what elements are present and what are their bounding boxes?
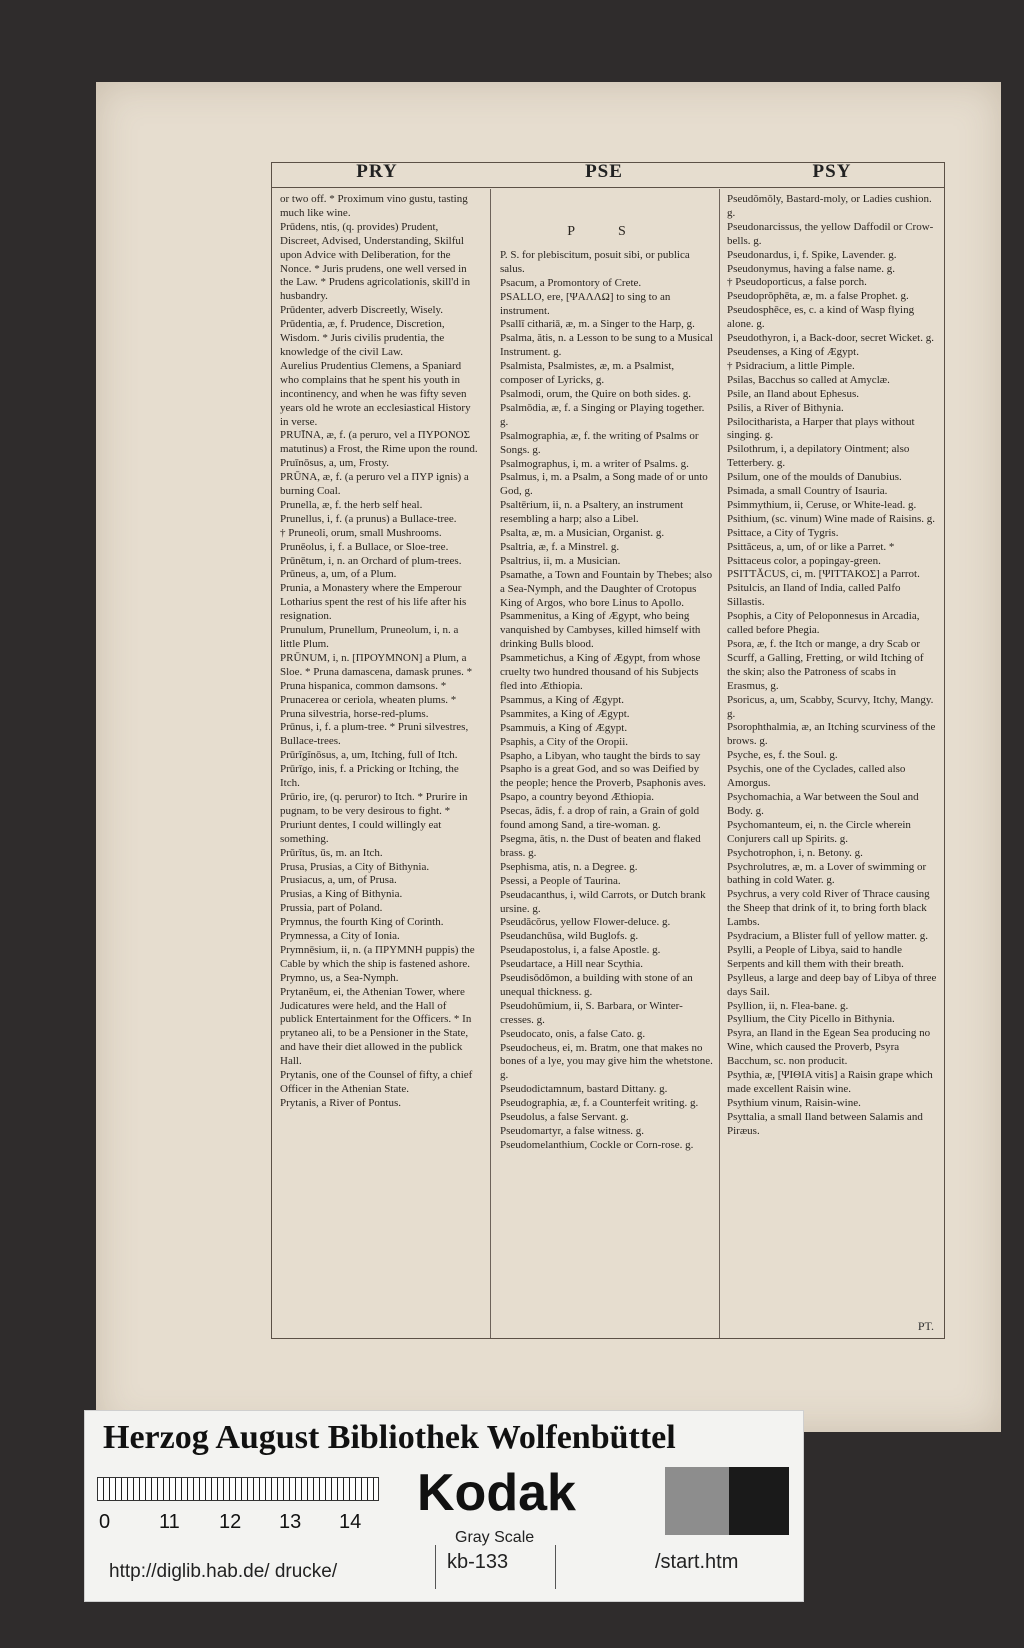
dictionary-entry: Prūrio, ire, (q. peruror) to Itch. * Prurire in pugnam, to be very desirous to fight. * Pruriunt dentes, I could willingly eat something. bbox=[280, 790, 468, 845]
dictionary-entry: Psophis, a City of Peloponnesus in Arcadia, called before Phegia. bbox=[727, 610, 920, 637]
dictionary-entry: Prytanēum, ei, the Athenian Tower, where Judicatures were held, and the Hall of publick Entertainment for the Officers. * In prytaneo ali, to be a Pensioner in the State, and have their diet allowed in the publick Hall. bbox=[280, 985, 472, 1068]
header-rule bbox=[272, 187, 944, 188]
dictionary-entry: Psalmus, i, m. a Psalm, a Song made of or unto God, g. bbox=[500, 471, 708, 498]
dictionary-entry: Psegma, ătis, n. the Dust of beaten and flaked brass. g. bbox=[500, 832, 701, 859]
dictionary-entry: Pseudolus, a false Servant. g. bbox=[500, 1111, 629, 1124]
dictionary-entry: Pseudomelanthium, Cockle or Corn-rose. g. bbox=[500, 1138, 694, 1151]
dictionary-entry: Pseudenses, a King of Ægypt. bbox=[727, 345, 859, 358]
dictionary-entry: Psalma, ătis, n. a Lesson to be sung to a Musical Instrument. g. bbox=[500, 332, 713, 359]
gray-patch-dark bbox=[729, 1467, 789, 1535]
ruler-bar bbox=[97, 1477, 379, 1501]
dictionary-entry: Psaphis, a City of the Oropii. bbox=[500, 735, 629, 748]
dictionary-entry: Psimmythium, ii, Ceruse, or White-lead. g. bbox=[727, 498, 917, 511]
dictionary-entry: Psapho, a Libyan, who taught the birds to say Psapho is a great God, and so was Deified by the people; hence the Proverb, Psaphonis aves. bbox=[500, 749, 706, 790]
header-right: PSY bbox=[812, 161, 852, 182]
card-divider bbox=[555, 1545, 556, 1589]
dictionary-entry: Psittăceus, a, um, of or like a Parret. * Psittaceus color, a popingay-green. bbox=[727, 540, 895, 567]
dictionary-entry: Psilocitharista, a Harper that plays without singing. g. bbox=[727, 415, 915, 442]
dictionary-entry: Prūrīgĭnōsus, a, um, Itching, full of Itch. bbox=[280, 749, 458, 762]
dictionary-entry: Psalmodi, orum, the Quire on both sides. g. bbox=[500, 387, 691, 400]
kodak-logo: Kodak bbox=[417, 1464, 576, 1522]
dictionary-entry: Psythia, æ, [ΨΙΘΙΑ vitis] a Raisin grape which made excellent Raisin wine. bbox=[727, 1069, 933, 1095]
dictionary-entry: Psychotrophon, i, n. Betony. g. bbox=[727, 846, 863, 859]
dictionary-entry: Psydracium, a Blister full of yellow matter. g. bbox=[727, 930, 929, 943]
dictionary-entry: Pseudonymus, having a false name. g. bbox=[727, 262, 896, 275]
dictionary-entry: Prusias, a King of Bithynia. bbox=[280, 888, 403, 901]
dictionary-entry: PRUĪNA, æ, f. (a peruro, vel a ΠΥΡΟΝΟΣ matutinus) a Frost, the Rime upon the round. bbox=[280, 429, 478, 456]
dictionary-entry: Psalmographus, i, m. a writer of Psalms. g. bbox=[500, 457, 689, 470]
dictionary-entry: Psychis, one of the Cyclades, called also Amorgus. bbox=[727, 763, 906, 790]
ruler-number: 14 bbox=[339, 1511, 362, 1533]
dictionary-entry: Prūneus, a, um, of a Plum. bbox=[280, 568, 397, 581]
ruler-number: 12 bbox=[219, 1511, 242, 1533]
dictionary-entry: Psyche, es, f. the Soul. g. bbox=[727, 749, 838, 762]
dictionary-entry: Prymnēsium, ii, n. (a ΠΡΥΜΝΗ puppis) the Cable by which the ship is fastened ashore. bbox=[280, 943, 475, 970]
library-url: http://diglib.hab.de/ drucke/ bbox=[109, 1561, 338, 1582]
dictionary-entry: Psythium vinum, Raisin-wine. bbox=[727, 1096, 861, 1109]
dictionary-entry: Psyttalia, a small Iland between Salamis and Piræus. bbox=[727, 1110, 923, 1137]
column-divider bbox=[490, 189, 491, 1338]
dictionary-entry: Psaltrius, ii, m. a Musician. bbox=[500, 554, 621, 567]
dictionary-entry: Psyllion, ii, n. Flea-bane. g. bbox=[727, 999, 849, 1012]
dictionary-page bbox=[96, 82, 1001, 1432]
page-frame bbox=[271, 162, 945, 1339]
column-divider bbox=[719, 189, 720, 1338]
library-color-card bbox=[84, 1410, 804, 1602]
library-title: Herzog August Bibliothek Wolfenbüttel bbox=[103, 1419, 676, 1456]
card-divider bbox=[435, 1545, 436, 1589]
gray-patch-mid bbox=[665, 1467, 729, 1535]
dictionary-entry: Psyllium, the City Picello in Bithynia. bbox=[727, 1013, 895, 1026]
dictionary-entry: Prymno, us, a Sea-Nymph. bbox=[280, 971, 399, 984]
dictionary-entry: † Pruneoli, orum, small Mushrooms. bbox=[280, 526, 442, 539]
dictionary-entry: Psychomanteum, ei, n. the Circle wherein Conjurers call up Spirits. g. bbox=[727, 818, 911, 845]
shelf-code: kb-133 bbox=[447, 1551, 509, 1573]
dictionary-entry: Prūdentia, æ, f. Prudence, Discretion, Wisdom. * Juris civilis prudentia, the knowledge of the civil Law. bbox=[280, 318, 445, 358]
dictionary-entry: Pseudographia, æ, f. a Counterfeit writing. g. bbox=[500, 1097, 699, 1110]
dictionary-entry: PSALLO, ere, [ΨΑΛΛΩ] to sing to an instrument. bbox=[500, 290, 671, 317]
dictionary-entry: PSITTĂCUS, ci, m. [ΨΙΤΤΑΚΟΣ] a Parrot. bbox=[727, 568, 920, 581]
dictionary-entry: Prūnētum, i, n. an Orchard of plum-trees. bbox=[280, 554, 462, 567]
dictionary-entry: Psecas, ădis, f. a drop of rain, a Grain of gold found among Sand, a tire-woman. g. bbox=[500, 805, 700, 832]
dictionary-entry: Pseudacanthus, i, wild Carrots, or Dutch brank ursine. g. bbox=[500, 888, 706, 915]
dictionary-entry: Pseudonardus, i, f. Spike, Lavender. g. bbox=[727, 248, 897, 261]
dictionary-entry: Pseudomartyr, a false witness. g. bbox=[500, 1125, 645, 1137]
dictionary-entry: Aurelius Prudentius Clemens, a Spaniard who complains that he spent his youth in incontinency, and when he was fifty seven years old he wrote an ecclesiastical History in verse. bbox=[280, 359, 471, 428]
catchword: PT. bbox=[917, 1319, 934, 1333]
dictionary-entry: Prunellus, i, f. (a prunus) a Bullace-tree. bbox=[280, 512, 457, 525]
dictionary-entry: Psammuis, a King of Ægypt. bbox=[500, 721, 628, 734]
dictionary-entry: † Psidracium, a little Pimple. bbox=[727, 359, 855, 372]
dictionary-entry: Psacum, a Promontory of Crete. bbox=[500, 276, 642, 289]
scale-ruler bbox=[97, 1477, 387, 1533]
dictionary-entry: Psessi, a People of Taurina. bbox=[500, 874, 621, 887]
ruler-number: 0 bbox=[99, 1511, 111, 1533]
dictionary-entry: Psaltērium, ii, n. a Psaltery, an instrument resembling a harp; also a Libel. bbox=[500, 499, 684, 526]
dictionary-entry: Psammetichus, a King of Ægypt, from whose cruelty two hundred thousand of his Subjects fled into Æthiopia. bbox=[500, 652, 701, 692]
header-center: PSE bbox=[585, 161, 623, 182]
dictionary-entry: Prūnus, i, f. a plum-tree. * Pruni silvestres, Bullace-trees. bbox=[280, 721, 469, 748]
dictionary-entry: Pseudoprŏphēta, æ, m. a false Prophet. g. bbox=[727, 290, 909, 303]
dictionary-entry: Pseudohŭmium, ii, S. Barbara, or Winter-cresses. g. bbox=[500, 999, 683, 1026]
dictionary-entry: Pruīnōsus, a, um, Frosty. bbox=[280, 457, 389, 470]
dictionary-entry: PRŪNA, æ, f. (a peruro vel a ΠΥΡ ignis) a burning Coal. bbox=[280, 471, 469, 498]
dictionary-entry: Prusiacus, a, um, of Prusa. bbox=[280, 874, 397, 887]
dictionary-entry: Psephisma, atis, n. a Degree. g. bbox=[500, 860, 638, 873]
dictionary-entry: Pseudocato, onis, a false Cato. g. bbox=[500, 1027, 646, 1040]
dictionary-entry: Prūdens, ntis, (q. provides) Prudent, Discreet, Advised, Understanding, Skilful upon Advice with Deliberation, for the Nonce. * Juris prudens, one well versed in the Law. * Prudens agricolationis, skill'd in husbandry. bbox=[280, 220, 471, 303]
dictionary-entry: Pseudonarcissus, the yellow Daffodil or Crow-bells. g. bbox=[727, 220, 934, 247]
dictionary-entry: Prytanis, a River of Pontus. bbox=[280, 1096, 401, 1109]
dictionary-entry: Psora, æ, f. the Itch or mange, a dry Scab or Scurff, a Galling, Fretting, or wild Itching of the skin; also the Patroness of scabs in Erasmus, g. bbox=[727, 638, 924, 692]
column-left bbox=[280, 193, 480, 1333]
dictionary-entry: Pseudŏmŏly, Bastard-moly, or Ladies cushion. g. bbox=[727, 193, 932, 219]
dictionary-entry: Psamathe, a Town and Fountain by Thebes; also a Sea-Nymph, and the Daughter of Crotopus King of Argos, who bore Linus to Apollo. bbox=[500, 568, 713, 609]
dictionary-entry: Prūdenter, adverb Discreetly, Wisely. bbox=[280, 304, 444, 317]
dictionary-entry: † Pseudoporticus, a false porch. bbox=[727, 276, 867, 289]
ruler-number: 13 bbox=[279, 1511, 302, 1533]
dictionary-entry: Psammites, a King of Ægypt. bbox=[500, 707, 630, 720]
dictionary-entry: Psalmista, Psalmistes, æ, m. a Psalmist, composer of Lyricks, g. bbox=[500, 360, 675, 387]
dictionary-entry: Psalmographia, æ, f. the writing of Psalms or Songs. g. bbox=[500, 429, 699, 456]
dictionary-entry: Psilum, one of the moulds of Danubius. bbox=[727, 471, 902, 484]
dictionary-entry: Prymnessa, a City of Ionia. bbox=[280, 930, 400, 943]
dictionary-entry: Psittace, a City of Tygris. bbox=[727, 526, 839, 539]
dictionary-entry: Psithium, (sc. vinum) Wine made of Raisins. g. bbox=[727, 512, 936, 525]
dictionary-entry: Pseudanchūsa, wild Buglofs. g. bbox=[500, 930, 639, 943]
dictionary-entry: Pseudocheus, ei, m. Bratm, one that makes no bones of a lye, you may give him the whetstone. g. bbox=[500, 1041, 713, 1082]
dictionary-entry: Psilothrum, i, a depilatory Ointment; also Tetterbery. g. bbox=[727, 443, 910, 470]
dictionary-entry: Prunia, a Monastery where the Emperour Lotharius spent the rest of his life after his resignation. bbox=[280, 582, 467, 623]
dictionary-entry: Psallĭ cithariā, æ, m. a Singer to the Harp, g. bbox=[500, 318, 695, 331]
gray-scale-label: Gray Scale bbox=[455, 1529, 535, 1546]
dictionary-entry: PRŪNUM, i, n. [ΠΡΟΥΜΝΟΝ] a Plum, a Sloe. * Pruna damascena, damask prunes. * Pruna hispanica, common damsons. * Prunacerea or ceriola, wheaten plums. * Pruna silvestria, horse-red-plums. bbox=[280, 651, 473, 720]
dictionary-entry: Psalta, æ, m. a Musician, Organist. g. bbox=[500, 527, 665, 540]
dictionary-entry: Prūrītus, ūs, m. an Itch. bbox=[280, 846, 383, 859]
dictionary-entry: Pseudothyron, i, a Back-door, secret Wicket. g. bbox=[727, 332, 934, 345]
dictionary-entry: or two off. * Proximum vino gustu, tasting much like wine. bbox=[280, 193, 468, 219]
dictionary-entry: Pseudosphēce, es, c. a kind of Wasp flying alone. g. bbox=[727, 304, 915, 331]
dictionary-entry: Psychrus, a very cold River of Thrace causing the Sheep that drink of it, to bring forth black Lambs. bbox=[727, 888, 930, 929]
dictionary-entry: Psychomachia, a War between the Soul and Body. g. bbox=[727, 790, 919, 817]
dictionary-entry: Prunulum, Prunellum, Pruneolum, i, n. a little Plum. bbox=[280, 624, 459, 650]
dictionary-entry: Prunella, æ, f. the herb self heal. bbox=[280, 498, 423, 511]
dictionary-entry: Psaltria, æ, f. a Minstrel. g. bbox=[500, 540, 620, 553]
dictionary-entry: Psammus, a King of Ægypt. bbox=[500, 693, 625, 706]
dictionary-entry: Psylli, a People of Libya, said to handle Serpents and kill them with their breath. bbox=[727, 943, 904, 970]
dictionary-entry: Psilis, a River of Bithynia. bbox=[727, 401, 844, 414]
dictionary-entry: Prusa, Prusias, a City of Bithynia. bbox=[280, 860, 430, 873]
column-center bbox=[500, 193, 713, 1333]
dictionary-entry: Prymnus, the fourth King of Corinth. bbox=[280, 916, 444, 929]
dictionary-entry: Psapo, a country beyond Æthiopia. bbox=[500, 791, 654, 804]
dictionary-entry: Psyra, an Iland in the Egean Sea producing no Wine, which caused the Proverb, Psyra Bacchum, sc. non producit. bbox=[727, 1027, 931, 1068]
dictionary-entry: Psalmōdia, æ, f. a Singing or Playing together. g. bbox=[500, 401, 705, 428]
dictionary-entry: Pseudapostolus, i, a false Apostle. g. bbox=[500, 944, 661, 957]
dictionary-entry: Pseudodictamnum, bastard Dittany. g. bbox=[500, 1083, 668, 1096]
dictionary-entry: Psimada, a small Country of Isauria. bbox=[727, 485, 888, 498]
dictionary-entry: Pseudisŏdŏmon, a building with stone of an unequal thickness. g. bbox=[500, 972, 693, 998]
dictionary-entry: Prunēolus, i, f. a Bullace, or Sloe-tree. bbox=[280, 540, 449, 553]
dictionary-entry: Prytanis, one of the Counsel of fifty, a chief Officer in the Athenian State. bbox=[280, 1069, 473, 1095]
dictionary-entry: Psitulcis, an Iland of India, called Palfo Sillastis. bbox=[727, 582, 901, 609]
dictionary-entry: Pseudartace, a Hill near Scythia. bbox=[500, 958, 643, 971]
dictionary-entry: Pseudăcŏrus, yellow Flower-deluce. g. bbox=[500, 916, 671, 929]
dictionary-entry: Psoricus, a, um, Scabby, Scurvy, Itchy, Mangy. g. bbox=[727, 693, 934, 720]
dictionary-entry: P. S. for plebiscitum, posuit sibi, or publica salus. bbox=[500, 248, 690, 275]
dictionary-entry: Psychrolutres, æ, m. a Lover of swimming or bathing in cold Water. g. bbox=[727, 860, 927, 887]
start-url: /start.htm bbox=[655, 1551, 739, 1573]
header-left: PRY bbox=[356, 161, 398, 182]
column-right bbox=[727, 193, 939, 1333]
dictionary-entry: Prussia, part of Poland. bbox=[280, 902, 383, 915]
dictionary-entry: Prūrīgo, inis, f. a Pricking or Itching, the Itch. bbox=[280, 763, 459, 790]
dictionary-entry: Psile, an Iland about Ephesus. bbox=[727, 387, 859, 400]
dictionary-entry: Psilas, Bacchus so called at Amyclæ. bbox=[727, 373, 890, 386]
dictionary-entry: Psylleus, a large and deep bay of Libya of three days Sail. bbox=[727, 971, 937, 998]
section-heading: P S bbox=[567, 224, 646, 239]
dictionary-entry: Psammenitus, a King of Ægypt, who being vanquished by Cambyses, killed himself with drinking Bulls blood. bbox=[500, 610, 701, 651]
ruler-number: 11 bbox=[159, 1511, 180, 1533]
dictionary-entry: Psorophthalmia, æ, an Itching scurviness of the brows. g. bbox=[727, 721, 936, 748]
